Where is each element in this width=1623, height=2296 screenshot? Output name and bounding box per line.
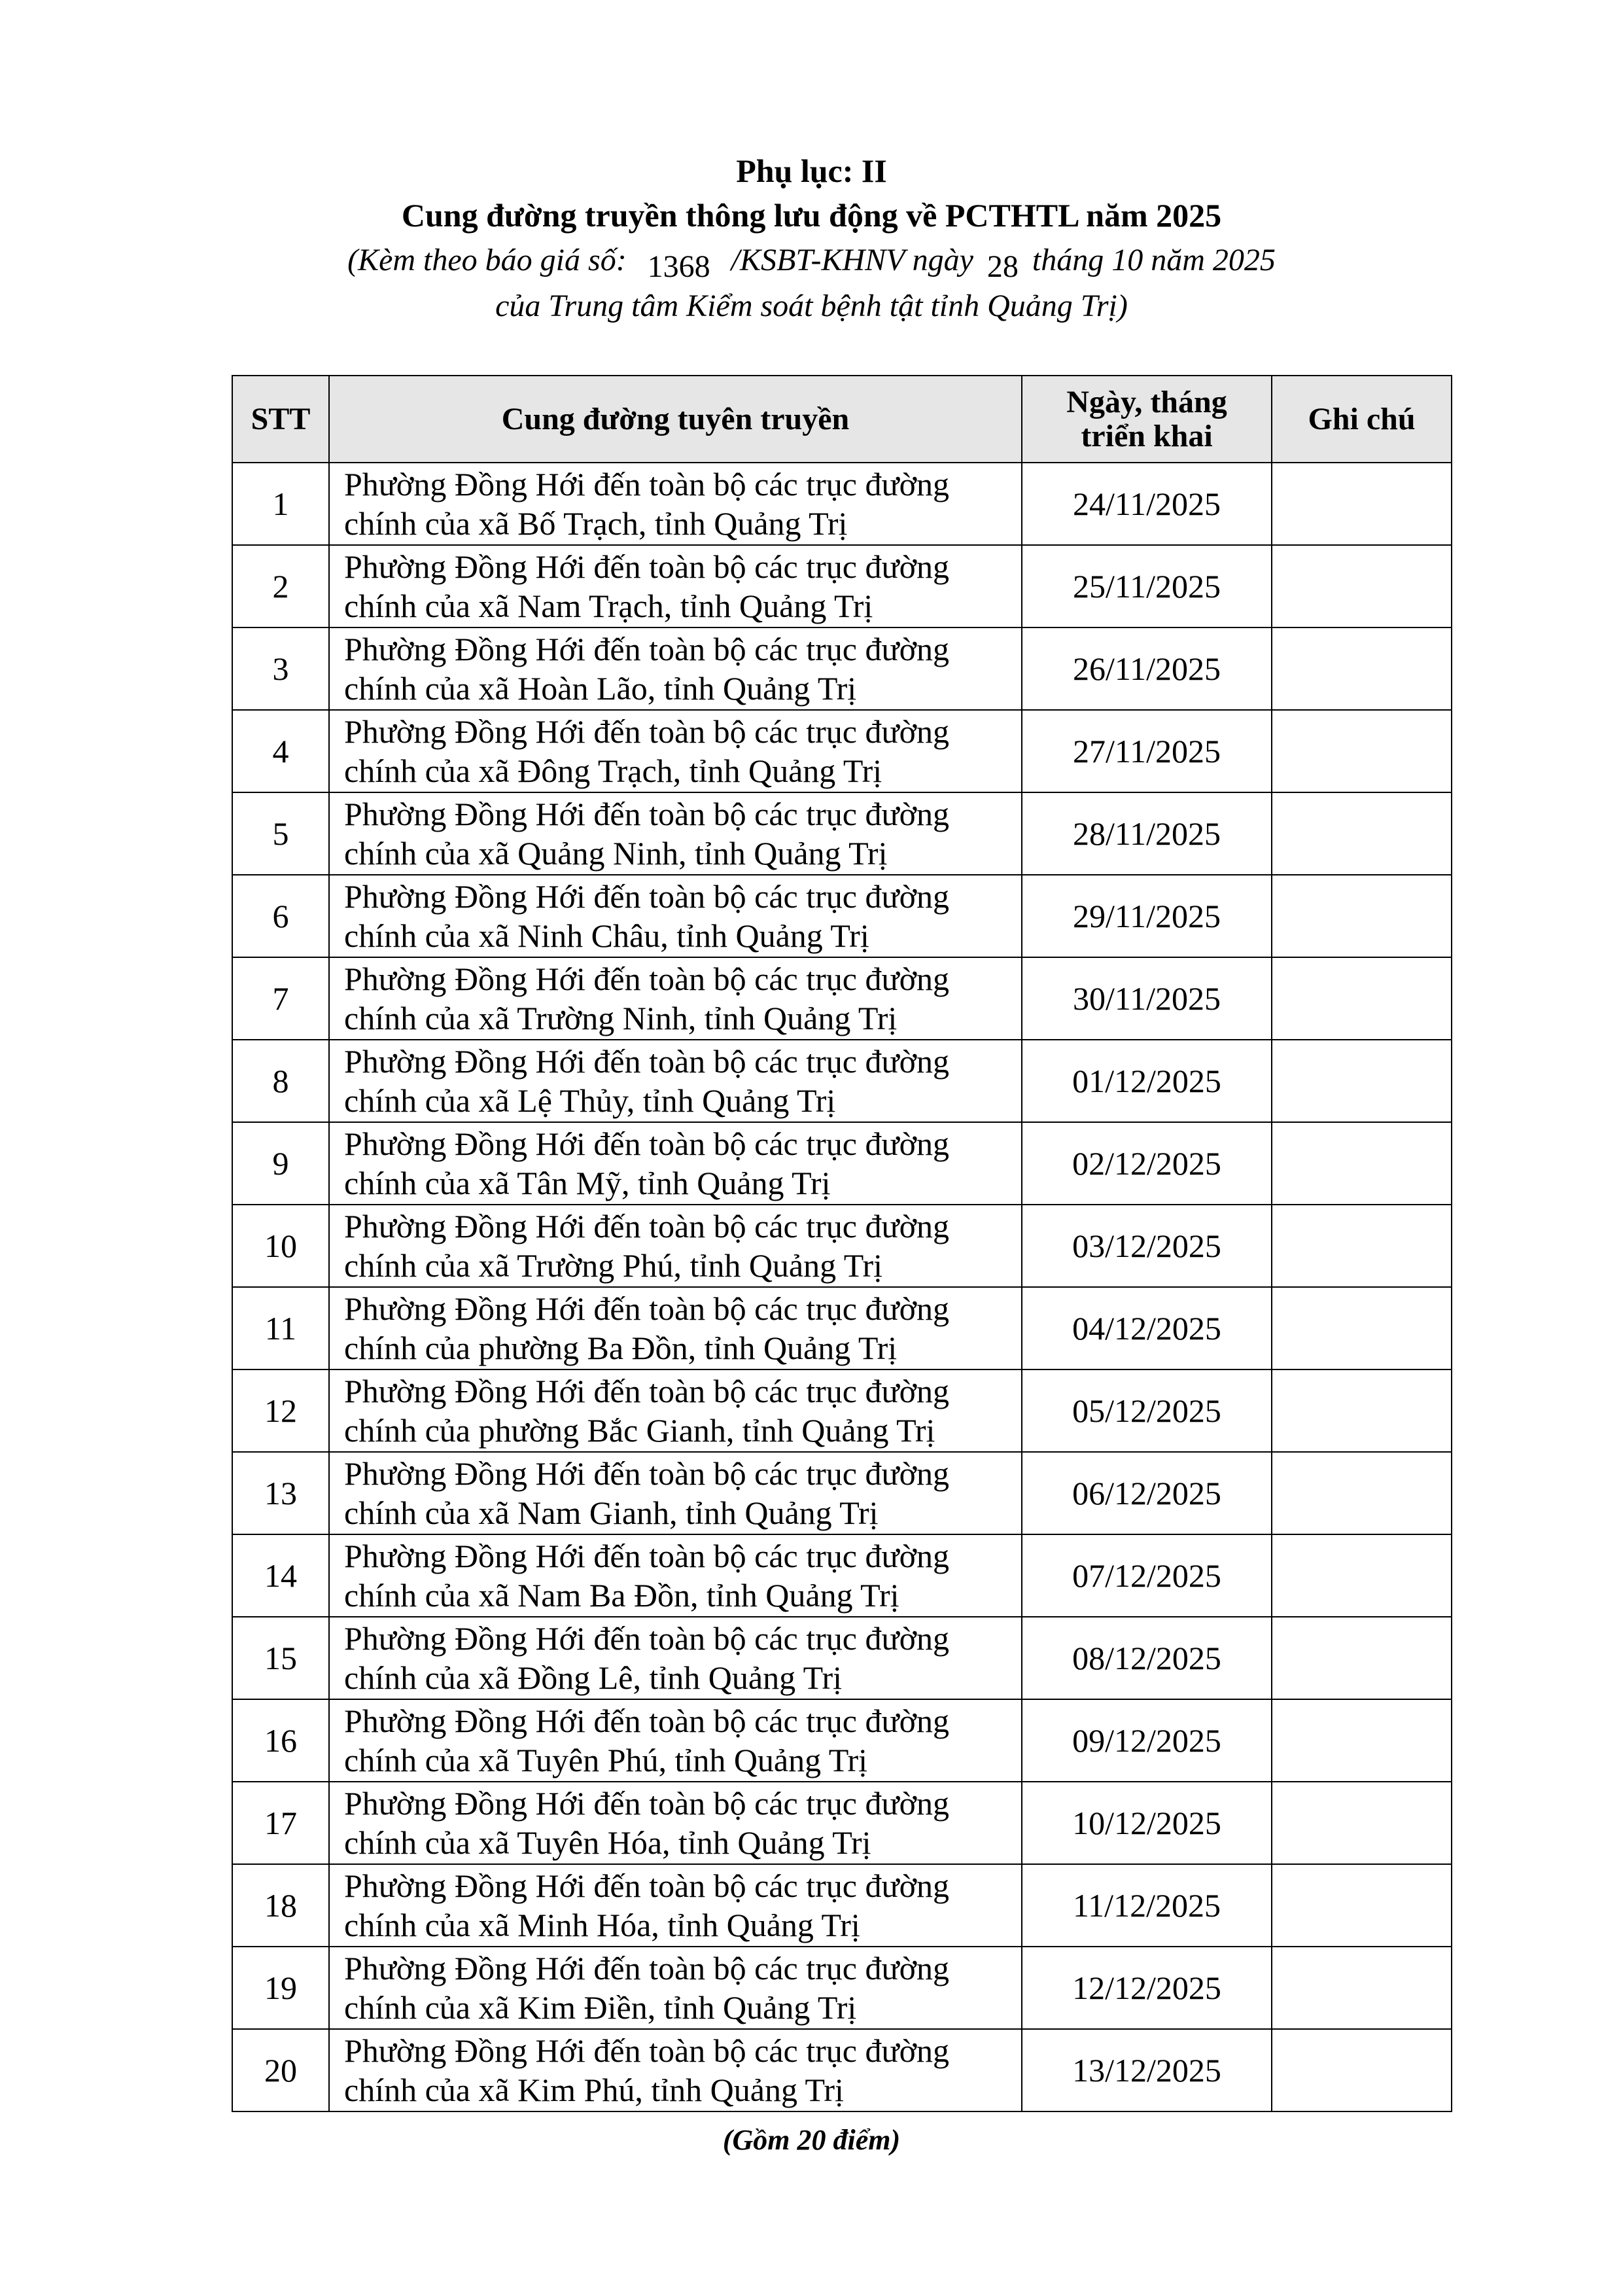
table-row [232, 1040, 1452, 1122]
row-stt: 20 [232, 2029, 329, 2111]
row-stt: 8 [232, 1040, 329, 1122]
table-row [232, 957, 1452, 1040]
row-note [1272, 1040, 1452, 1122]
route-line1: Phường Đồng Hới đến toàn bộ các trục đường [344, 1703, 950, 1739]
row-date: 07/12/2025 [1022, 1534, 1272, 1617]
row-route [329, 627, 1022, 710]
route-line2: chính của phường Ba Đồn, tỉnh Quảng Trị [344, 1330, 898, 1366]
issuing-organization: của Trung tâm Kiểm soát bệnh tật tỉnh Quảng Trị) [495, 289, 1128, 323]
row-route [329, 1864, 1022, 1947]
row-stt: 18 [232, 1864, 329, 1947]
row-route [329, 792, 1022, 875]
header-date-line2: triển khai [1081, 418, 1213, 453]
route-line2: chính của xã Ninh Châu, tỉnh Quảng Trị [344, 917, 869, 954]
row-route [329, 1287, 1022, 1369]
row-stt: 11 [232, 1287, 329, 1369]
document-number: 1368 [647, 249, 710, 284]
row-route [329, 1534, 1022, 1617]
route-line2: chính của xã Tuyên Hóa, tỉnh Quảng Trị [344, 1824, 871, 1861]
route-line1: Phường Đồng Hới đến toàn bộ các trục đường [344, 1867, 950, 1904]
route-line2: chính của xã Trường Ninh, tỉnh Quảng Trị [344, 1000, 898, 1036]
row-route [329, 1369, 1022, 1452]
appendix-title: Phụ lục: II [736, 152, 887, 189]
route-line2: chính của xã Đông Trạch, tỉnh Quảng Trị [344, 752, 882, 789]
route-line1: Phường Đồng Hới đến toàn bộ các trục đường [344, 1043, 950, 1080]
table-row [232, 1864, 1452, 1947]
row-stt: 17 [232, 1782, 329, 1864]
table-row [232, 1205, 1452, 1287]
row-route [329, 957, 1022, 1040]
row-route [329, 875, 1022, 957]
row-note [1272, 875, 1452, 957]
route-line2: chính của xã Quảng Ninh, tỉnh Quảng Trị [344, 835, 888, 872]
row-date: 11/12/2025 [1022, 1864, 1272, 1947]
row-stt: 10 [232, 1205, 329, 1287]
row-note [1272, 1864, 1452, 1947]
point-count-note: (Gồm 20 điểm) [722, 2124, 901, 2156]
row-route [329, 1617, 1022, 1699]
row-date: 01/12/2025 [1022, 1040, 1272, 1122]
row-date: 02/12/2025 [1022, 1122, 1272, 1205]
row-date: 26/11/2025 [1022, 627, 1272, 710]
route-line1: Phường Đồng Hới đến toàn bộ các trục đường [344, 1785, 950, 1822]
row-route [329, 545, 1022, 627]
route-line1: Phường Đồng Hới đến toàn bộ các trục đường [344, 548, 950, 585]
reference-prefix: (Kèm theo báo giá số: [347, 243, 627, 277]
table-row [232, 463, 1452, 545]
route-line2: chính của xã Trường Phú, tỉnh Quảng Trị [344, 1247, 883, 1284]
row-date: 25/11/2025 [1022, 545, 1272, 627]
row-note [1272, 1122, 1452, 1205]
header-date [1022, 376, 1272, 463]
row-date: 29/11/2025 [1022, 875, 1272, 957]
route-line2: chính của xã Đồng Lê, tỉnh Quảng Trị [344, 1659, 843, 1696]
row-note [1272, 792, 1452, 875]
table-row [232, 1534, 1452, 1617]
reference-code: /KSBT-KHNV ngày [731, 243, 973, 277]
row-note [1272, 1947, 1452, 2029]
row-date: 12/12/2025 [1022, 1947, 1272, 2029]
row-stt: 15 [232, 1617, 329, 1699]
row-route [329, 2029, 1022, 2111]
row-date: 09/12/2025 [1022, 1699, 1272, 1782]
route-line1: Phường Đồng Hới đến toàn bộ các trục đường [344, 713, 950, 750]
route-line2: chính của xã Minh Hóa, tỉnh Quảng Trị [344, 1907, 860, 1943]
table-row [232, 1617, 1452, 1699]
table-header-row [232, 376, 1452, 463]
table-row [232, 2029, 1452, 2111]
header-note: Ghi chú [1272, 376, 1452, 463]
row-date: 27/11/2025 [1022, 710, 1272, 792]
table-row [232, 1122, 1452, 1205]
row-stt: 6 [232, 875, 329, 957]
route-line2: chính của xã Hoàn Lão, tỉnh Quảng Trị [344, 670, 857, 707]
header-route: Cung đường tuyên truyền [329, 376, 1022, 463]
route-line1: Phường Đồng Hới đến toàn bộ các trục đường [344, 1125, 950, 1162]
route-line1: Phường Đồng Hới đến toàn bộ các trục đường [344, 1208, 950, 1245]
row-note [1272, 1369, 1452, 1452]
table-row [232, 627, 1452, 710]
row-date: 04/12/2025 [1022, 1287, 1272, 1369]
row-date: 30/11/2025 [1022, 957, 1272, 1040]
table-row [232, 1369, 1452, 1452]
row-date: 05/12/2025 [1022, 1369, 1272, 1452]
route-line1: Phường Đồng Hới đến toàn bộ các trục đường [344, 466, 950, 503]
row-date: 24/11/2025 [1022, 463, 1272, 545]
route-line2: chính của xã Bố Trạch, tỉnh Quảng Trị [344, 505, 848, 542]
header-date-line1: Ngày, tháng [1066, 384, 1227, 419]
row-note [1272, 463, 1452, 545]
route-line2: chính của phường Bắc Gianh, tỉnh Quảng Trị [344, 1412, 935, 1449]
route-line1: Phường Đồng Hới đến toàn bộ các trục đường [344, 1290, 950, 1327]
document-day: 28 [986, 249, 1019, 284]
row-stt: 16 [232, 1699, 329, 1782]
row-note [1272, 2029, 1452, 2111]
route-line1: Phường Đồng Hới đến toàn bộ các trục đường [344, 878, 950, 915]
row-date: 28/11/2025 [1022, 792, 1272, 875]
route-line1: Phường Đồng Hới đến toàn bộ các trục đường [344, 1373, 950, 1409]
table-row [232, 1699, 1452, 1782]
table-row [232, 710, 1452, 792]
row-stt: 2 [232, 545, 329, 627]
route-schedule-table [232, 375, 1452, 2112]
route-line2: chính của xã Nam Trạch, tỉnh Quảng Trị [344, 588, 873, 624]
row-note [1272, 627, 1452, 710]
row-date: 13/12/2025 [1022, 2029, 1272, 2111]
row-note [1272, 1534, 1452, 1617]
route-line1: Phường Đồng Hới đến toàn bộ các trục đường [344, 2032, 950, 2069]
row-route [329, 1122, 1022, 1205]
row-route [329, 1699, 1022, 1782]
table-row [232, 1287, 1452, 1369]
row-stt: 14 [232, 1534, 329, 1617]
row-route [329, 1205, 1022, 1287]
route-line1: Phường Đồng Hới đến toàn bộ các trục đường [344, 1620, 950, 1657]
table-row [232, 545, 1452, 627]
table-row [232, 1947, 1452, 2029]
row-stt: 9 [232, 1122, 329, 1205]
route-line2: chính của xã Tuyên Phú, tỉnh Quảng Trị [344, 1742, 868, 1778]
row-date: 10/12/2025 [1022, 1782, 1272, 1864]
row-stt: 7 [232, 957, 329, 1040]
route-line2: chính của xã Nam Ba Đồn, tỉnh Quảng Trị [344, 1577, 899, 1614]
route-line2: chính của xã Kim Điền, tỉnh Quảng Trị [344, 1989, 857, 2026]
route-line2: chính của xã Nam Gianh, tỉnh Quảng Trị [344, 1494, 879, 1531]
row-route [329, 1452, 1022, 1534]
route-line2: chính của xã Lệ Thủy, tỉnh Quảng Trị [344, 1082, 836, 1119]
route-line1: Phường Đồng Hới đến toàn bộ các trục đường [344, 796, 950, 832]
row-note [1272, 1782, 1452, 1864]
reference-month-year: tháng 10 năm 2025 [1032, 243, 1276, 277]
row-stt: 19 [232, 1947, 329, 2029]
route-line1: Phường Đồng Hới đến toàn bộ các trục đường [344, 1538, 950, 1574]
route-line2: chính của xã Kim Phú, tỉnh Quảng Trị [344, 2072, 844, 2108]
route-line1: Phường Đồng Hới đến toàn bộ các trục đường [344, 1455, 950, 1492]
route-line1: Phường Đồng Hới đến toàn bộ các trục đường [344, 1950, 950, 1987]
row-note [1272, 1617, 1452, 1699]
row-date: 03/12/2025 [1022, 1205, 1272, 1287]
reference-line [0, 242, 1623, 284]
row-note [1272, 710, 1452, 792]
row-note [1272, 1699, 1452, 1782]
row-stt: 13 [232, 1452, 329, 1534]
row-route [329, 710, 1022, 792]
row-route [329, 463, 1022, 545]
table-row [232, 875, 1452, 957]
row-stt: 1 [232, 463, 329, 545]
row-route [329, 1782, 1022, 1864]
table-row [232, 792, 1452, 875]
row-note [1272, 545, 1452, 627]
route-line1: Phường Đồng Hới đến toàn bộ các trục đường [344, 961, 950, 997]
row-note [1272, 1205, 1452, 1287]
row-date: 06/12/2025 [1022, 1452, 1272, 1534]
route-line1: Phường Đồng Hới đến toàn bộ các trục đường [344, 631, 950, 667]
row-note [1272, 957, 1452, 1040]
row-stt: 3 [232, 627, 329, 710]
row-stt: 5 [232, 792, 329, 875]
row-route [329, 1040, 1022, 1122]
table-row [232, 1782, 1452, 1864]
route-line2: chính của xã Tân Mỹ, tỉnh Quảng Trị [344, 1165, 831, 1201]
row-date: 08/12/2025 [1022, 1617, 1272, 1699]
table-row [232, 1452, 1452, 1534]
document-title: Cung đường truyền thông lưu động về PCTHTL năm 2025 [401, 197, 1222, 234]
row-note [1272, 1287, 1452, 1369]
row-note [1272, 1452, 1452, 1534]
header-stt: STT [232, 376, 329, 463]
row-stt: 4 [232, 710, 329, 792]
row-route [329, 1947, 1022, 2029]
row-stt: 12 [232, 1369, 329, 1452]
